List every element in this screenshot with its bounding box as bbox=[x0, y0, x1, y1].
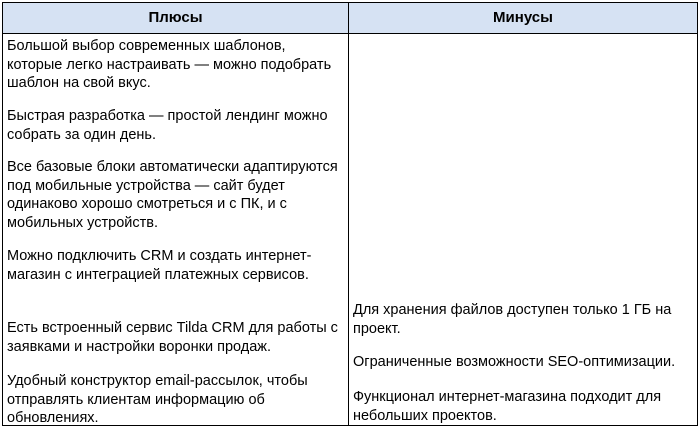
pros-item: Все базовые блоки автоматически адаптируются под мобильные устройства — сайт будет одинаково хорошо смотреться и с ПК, и с мобильных устройств. bbox=[7, 159, 338, 231]
pros-item: Удобный конструктор email-рассылок, чтобы отправлять клиентам информацию об обновлениях. bbox=[7, 373, 308, 426]
column-divider bbox=[348, 3, 349, 425]
pros-item: Можно подключить CRM и создать интернет-магазин с интеграцией платежных сервисов. bbox=[7, 248, 312, 283]
pros-cell bbox=[7, 34, 343, 425]
header-pros: Плюсы bbox=[148, 9, 203, 26]
table-header-row bbox=[3, 3, 697, 34]
pros-item: Быстрая разработка — простой лендинг можно собрать за один день. bbox=[7, 108, 328, 143]
header-cons: Минусы bbox=[493, 9, 553, 26]
cons-item: Ограниченные возможности SEO-оптимизации. bbox=[353, 354, 676, 370]
pros-item: Есть встроенный сервис Tilda CRM для работы с заявками и настройки воронки продаж. bbox=[7, 320, 338, 355]
cons-cell bbox=[353, 34, 693, 425]
pros-item: Большой выбор современных шаблонов, которые легко настраивать — можно подобрать шаблон на свой вкус. bbox=[7, 38, 332, 91]
cons-item: Функционал интернет-магазина подходит для небольших проектов. bbox=[353, 389, 662, 424]
cons-item: Для хранения файлов доступен только 1 ГБ на проект. bbox=[353, 302, 672, 337]
pros-cons-table bbox=[2, 2, 698, 426]
